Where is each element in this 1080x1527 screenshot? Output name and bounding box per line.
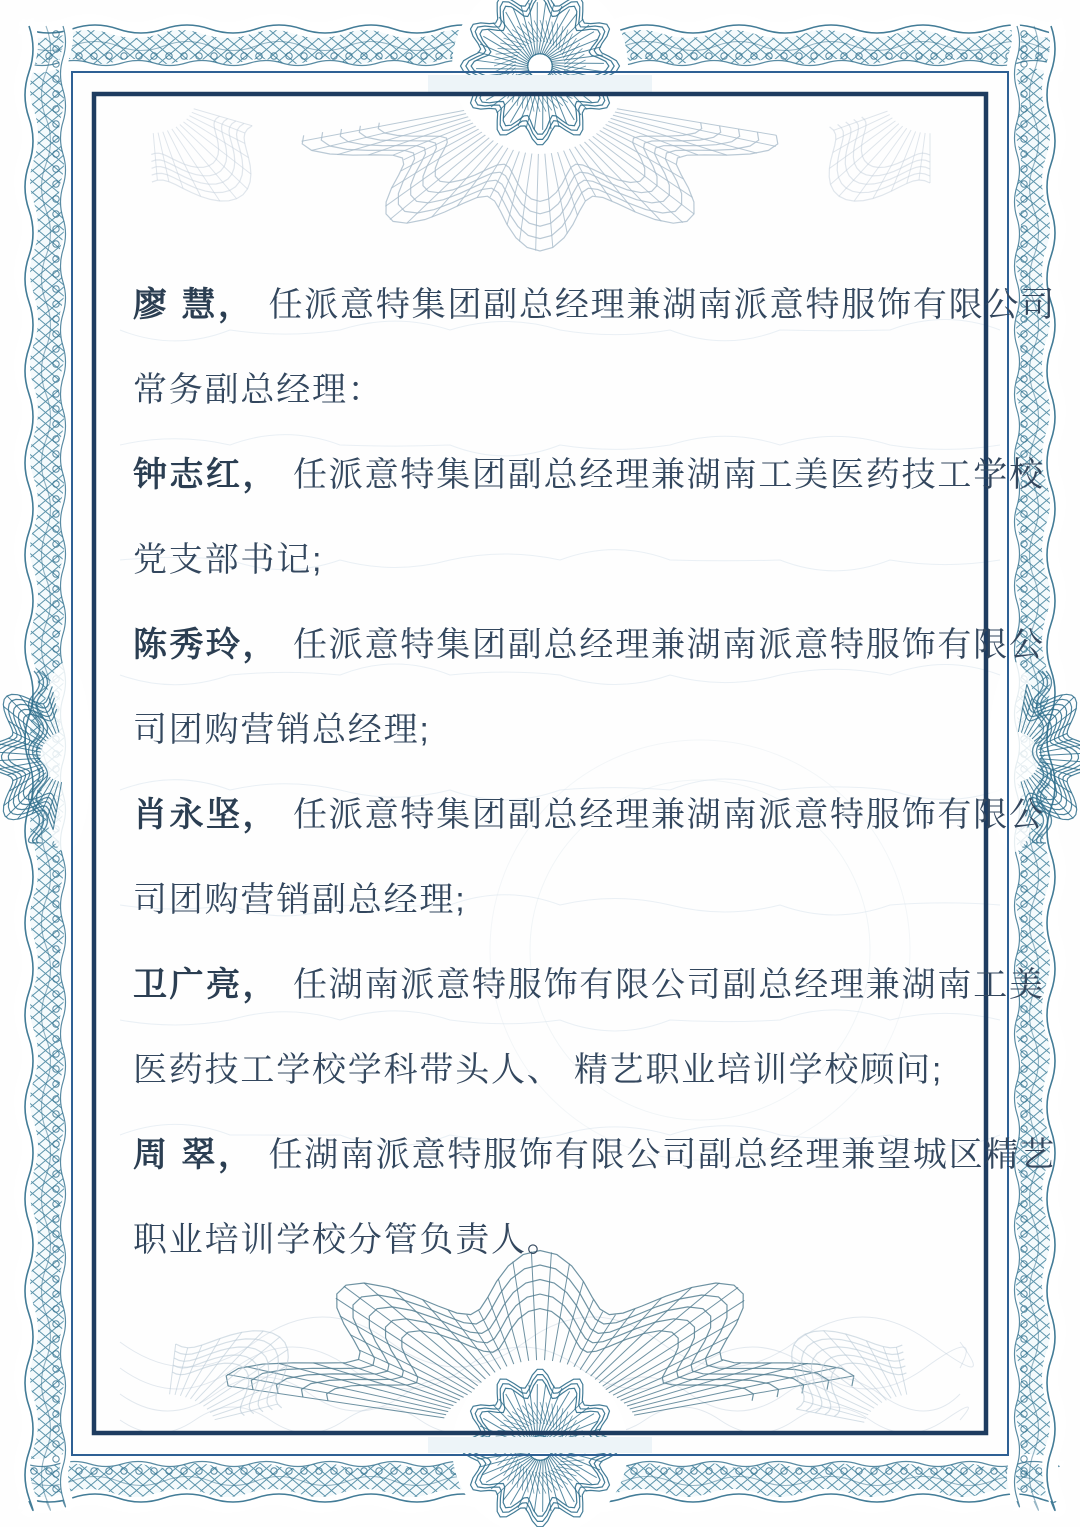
fan-ornament (151, 109, 252, 201)
appointment-line (133, 429, 1045, 514)
line-text: 职业培训学校分管负责人。 (133, 1221, 563, 1259)
person-name: 肖永坚， (133, 796, 279, 834)
appointment-line (133, 344, 969, 429)
line-text: 常务副总经理： (133, 371, 384, 409)
person-name: 卫广亮， (133, 966, 279, 1004)
appointment-line (133, 1194, 969, 1279)
line-text: 党支部书记; (133, 541, 324, 579)
person-name: 廖 慧， (133, 286, 255, 324)
line-text: 医药技工学校学科带头人、 精艺职业培训学校顾问; (133, 1051, 944, 1089)
line-text: 任派意特集团副总经理兼湖南派意特服饰有限公 (293, 796, 1045, 834)
line-text: 任湖南派意特服饰有限公司副总经理兼望城区精艺 (268, 1136, 1057, 1174)
appointment-line (133, 684, 969, 769)
line-text: 任湖南派意特服饰有限公司副总经理兼湖南工美 (293, 966, 1045, 1004)
line-text: 任派意特集团副总经理兼湖南派意特服饰有限公司 (268, 286, 1057, 324)
line-text: 任派意特集团副总经理兼湖南工美医药技工学校 (293, 456, 1045, 494)
appointment-text-block (133, 259, 1057, 1279)
person-name: 陈秀玲， (133, 626, 279, 664)
person-name: 周 翠， (133, 1136, 255, 1174)
appointment-line (133, 259, 1057, 344)
line-text: 司团购营销副总经理; (133, 881, 467, 919)
appointment-line (133, 939, 1045, 1024)
appointment-line (133, 854, 969, 939)
appointment-line (133, 1024, 969, 1109)
line-text: 司团购营销总经理; (133, 711, 431, 749)
appointment-line (133, 1109, 1057, 1194)
appointment-line (133, 769, 1045, 854)
fan-ornament (829, 111, 930, 201)
person-name: 钟志红， (133, 456, 279, 494)
appointment-line (133, 599, 1045, 684)
line-text: 任派意特集团副总经理兼湖南派意特服饰有限公 (293, 626, 1045, 664)
appointment-line (133, 514, 969, 599)
